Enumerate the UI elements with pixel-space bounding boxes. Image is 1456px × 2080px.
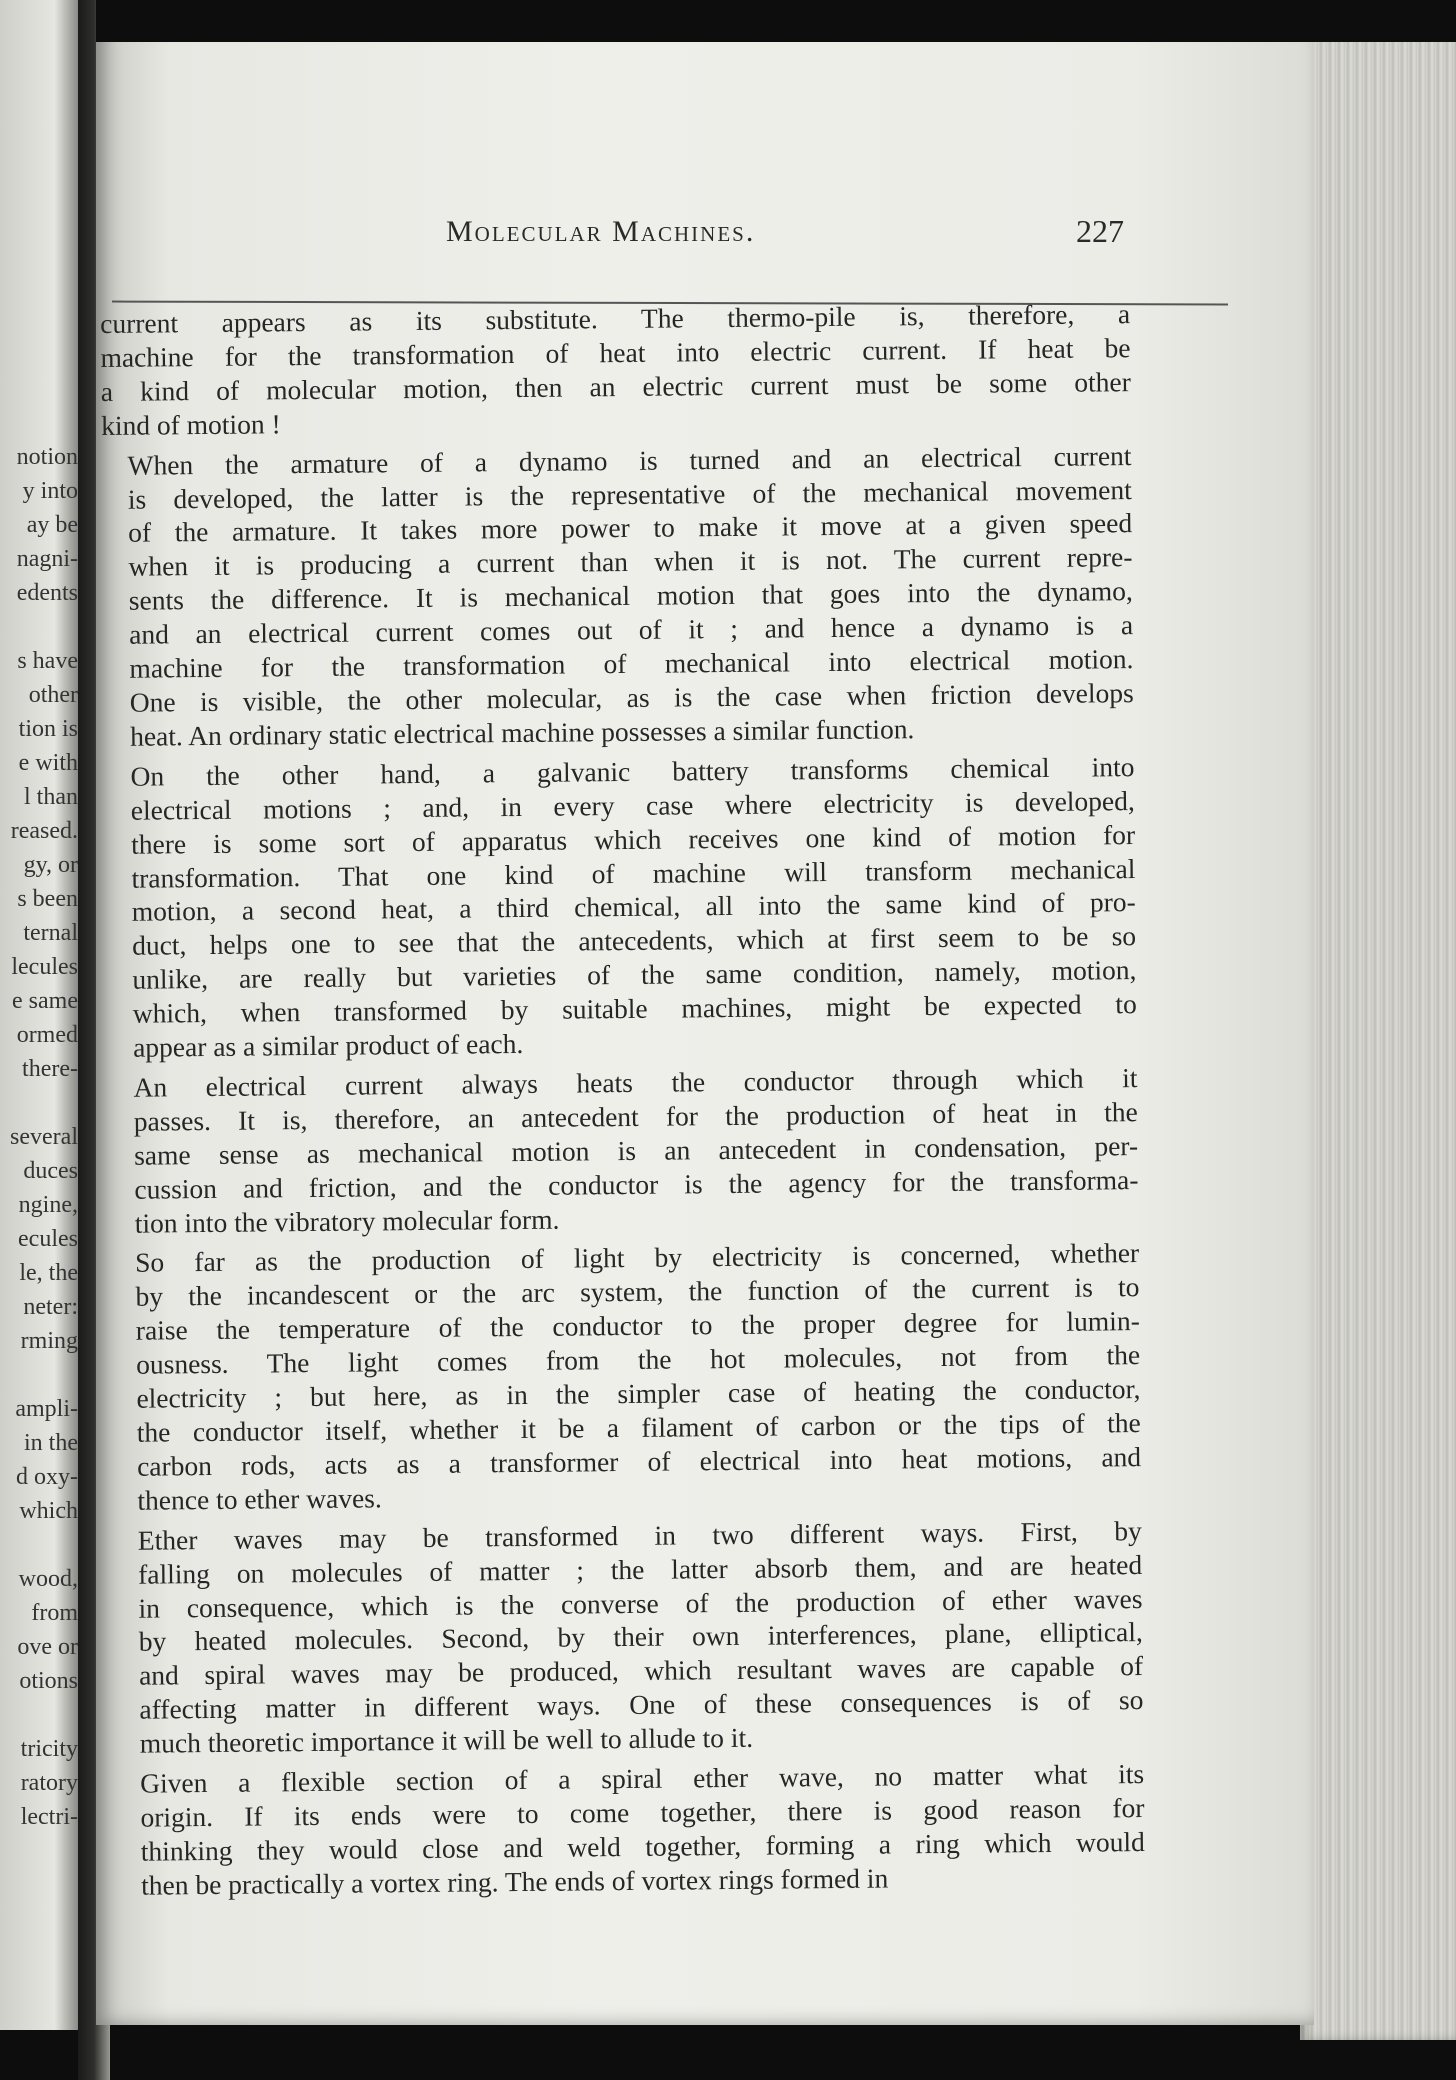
text-line: So far as the production of light by electricity is concerned, whether (135, 1237, 1140, 1279)
facing-page-edge (0, 0, 78, 2030)
text-line: a kind of molecular motion, then an electric current must be some other (100, 365, 1131, 407)
paragraph (112, 1514, 1144, 1761)
facing-page-fragment: from (31, 1600, 78, 1626)
text-line: of the armature. It takes more power to make it move at a given speed (128, 507, 1133, 549)
facing-page-fragment: otions (19, 1668, 78, 1694)
paragraph (104, 750, 1137, 1065)
text-line: sents the difference. It is mechanical motion that goes into the dynamo, (128, 575, 1133, 616)
facing-page-fragment: s have (17, 648, 78, 674)
facing-page-fragment: lectri- (20, 1804, 78, 1830)
page-edges (1300, 20, 1456, 2040)
text-line: thinking they would close and weld together, forming a ring which would (140, 1825, 1145, 1867)
facing-page-fragment: ternal (23, 920, 78, 946)
facing-page-fragment: s been (17, 886, 78, 912)
text-line: When the armature of a dynamo is turned and an electrical current (127, 439, 1132, 481)
text-line: raise the temperature of the conductor to the proper degree for lumin- (135, 1305, 1140, 1346)
text-line: cussion and friction, and the conductor is the agency for the transforma- (134, 1163, 1139, 1205)
page-header (96, 205, 1314, 255)
text-line: electricity ; but here, as in the simpler case of heating the conductor, (136, 1373, 1141, 1414)
facing-page-fragment: y into (22, 478, 78, 504)
facing-page-fragment: ecules (18, 1226, 78, 1252)
text-line: motion, a second heat, a third chemical, all into the same kind of pro- (131, 886, 1136, 928)
paragraph (107, 1061, 1139, 1240)
text-line: Given a flexible section of a spiral ether wave, no matter what its (140, 1758, 1145, 1799)
facing-page-fragment: tion is (18, 716, 78, 742)
facing-page-fragment: rming (20, 1328, 78, 1354)
facing-page-fragment: le, the (19, 1260, 78, 1286)
facing-page-fragment: ay be (26, 512, 78, 538)
text-line: passes. It is, therefore, an antecedent for the production of heat in the (133, 1095, 1138, 1137)
facing-page-fragment: in the (24, 1430, 78, 1456)
facing-page-fragment (0, 1528, 78, 1562)
text-line: kind of motion ! (100, 407, 281, 441)
text-line: and an electrical current comes out of it ; and hence a dynamo is a (128, 609, 1134, 650)
text-line: then be practically a vortex ring. The ends of vortex rings formed in (141, 1862, 889, 1901)
text-line: origin. If its ends were to come together, there is good reason for (140, 1792, 1145, 1833)
page-number: 227 (1076, 213, 1124, 249)
text-line: appear as a similar product of each. (132, 1028, 524, 1063)
text-line: One is visible, the other molecular, as is the case when friction develops (129, 677, 1134, 718)
facing-page-fragment: d oxy- (16, 1464, 78, 1490)
text-line: falling on molecules of matter ; the latter absorb them, and are heated (138, 1548, 1143, 1590)
text-line: and spiral waves may be produced, which resultant waves are capable of (138, 1650, 1144, 1692)
text-line: thence to ether waves. (137, 1482, 382, 1516)
text-line: much theoretic importance it will be well to allude to it. (139, 1721, 754, 1759)
text-line: An electrical current always heats the conductor through which it (133, 1062, 1138, 1103)
paragraph (101, 439, 1134, 754)
facing-page-fragment: neter: (23, 1294, 78, 1320)
text-line: On the other hand, a galvanic battery transforms chemical into (130, 750, 1135, 792)
facing-page-fragment (0, 610, 78, 644)
facing-page-fragment: duces (23, 1158, 78, 1184)
text-line: there is some sort of apparatus which receives one kind of motion for (131, 818, 1136, 860)
text-line: which, when transformed by suitable machines, might be expected to (132, 988, 1137, 1029)
text-line: in consequence, which is the converse of the production of ether waves (138, 1582, 1143, 1624)
facing-page-fragment: wood, (18, 1566, 78, 1592)
facing-page-fragment: ratory (20, 1770, 78, 1796)
text-line: by the incandescent or the arc system, the function of the current is to (135, 1271, 1140, 1313)
facing-page-fragment: l than (24, 784, 78, 810)
text-line: unlike, are really but varieties of the same condition, namely, motion, (132, 954, 1137, 995)
facing-page-fragment: edents (16, 580, 78, 606)
facing-page-fragment: reased. (10, 818, 78, 844)
text-line: the conductor itself, whether it be a filament of carbon or the tips of the (136, 1407, 1141, 1448)
facing-page-fragment: tricity (20, 1736, 78, 1762)
facing-page-fragment (0, 1698, 78, 1732)
text-line: same sense as mechanical motion is an antecedent in condensation, per- (133, 1129, 1139, 1171)
facing-page-fragment: gy, or (23, 852, 78, 878)
text-line: by heated molecules. Second, by their own interferences, plane, elliptical, (138, 1616, 1143, 1658)
body-text (100, 297, 1145, 1909)
text-line: is developed, the latter is the representative of the mechanical movement (127, 473, 1132, 515)
text-line: when it is producing a current than when it is not. The current repre- (128, 541, 1133, 583)
facing-page-fragment: ampli- (15, 1396, 78, 1422)
paragraph (100, 297, 1131, 443)
text-line: duct, helps one to see that the antecedents, which at first seem to be so (131, 920, 1137, 962)
scan-top-margin (96, 0, 1456, 42)
facing-page-fragment: nagni- (16, 546, 78, 572)
text-line: current appears as its substitute. The thermo-pile is, therefore, a (100, 298, 1131, 339)
text-line: affecting matter in different ways. One of these consequences is of so (139, 1684, 1144, 1725)
book-page (96, 25, 1314, 2025)
facing-page-fragment: notion (16, 444, 78, 470)
facing-page-fragment (0, 1358, 78, 1392)
facing-page-fragment: ormed (16, 1022, 78, 1048)
text-line: electrical motions ; and, in every case where electricity is developed, (130, 784, 1135, 826)
text-line: machine for the transformation of heat into electric current. If heat be (100, 332, 1131, 373)
facing-page-fragment (0, 1086, 78, 1120)
facing-page-fragment: there- (22, 1056, 78, 1082)
facing-page-fragment: which (19, 1498, 78, 1524)
facing-page-fragment: ove or (17, 1634, 78, 1660)
facing-page-fragment: other (28, 682, 78, 708)
text-line: transformation. That one kind of machine will transform mechanical (131, 852, 1136, 894)
text-line: Ether waves may be transformed in two different ways. First, by (137, 1514, 1142, 1556)
text-line: ousness. The light comes from the hot molecules, not from the (136, 1339, 1141, 1380)
text-line: carbon rods, acts as a transformer of electrical into heat motions, and (136, 1440, 1142, 1482)
running-head: Molecular Machines. (446, 215, 756, 248)
text-line: heat. An ordinary static electrical machine possesses a similar function. (129, 713, 915, 752)
facing-page-fragment: lecules (11, 954, 78, 980)
facing-page-fragment: several (10, 1124, 78, 1150)
paragraph (109, 1237, 1142, 1518)
text-line: machine for the transformation of mechanical into electrical motion. (129, 643, 1134, 684)
text-line: tion into the vibratory molecular form. (134, 1203, 560, 1239)
facing-page-fragment: e with (18, 750, 78, 776)
facing-page-text-fragments (0, 440, 78, 1834)
facing-page-fragment: ngine, (18, 1192, 78, 1218)
facing-page-fragment: e same (12, 988, 78, 1014)
paragraph (114, 1757, 1145, 1903)
